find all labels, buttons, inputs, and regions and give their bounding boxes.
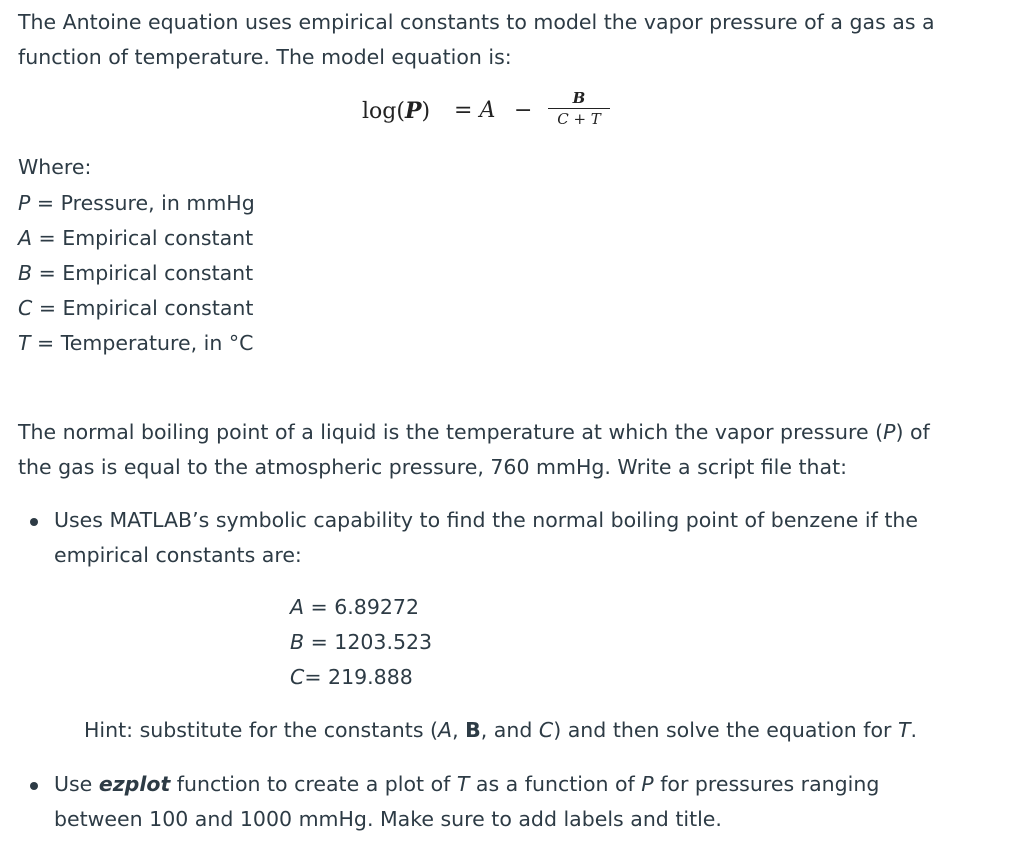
equation-fraction [548,90,610,127]
constant-a: A = 6.89272 [290,595,420,619]
ezplot-function: ezplot [98,772,171,796]
bullet-dot-2 [30,782,38,790]
hint-text: Hint: substitute for the constants (A, B, and C) and then solve the equation for T. [84,718,918,742]
fraction-numerator: B [572,89,586,107]
def-temperature: T = Temperature, in °C [18,331,254,355]
fraction-denominator: C + T [557,110,601,128]
bullet1-line-1: Uses MATLAB’s symbolic capability to find the normal boiling point of benzene if the [54,508,918,532]
intro-line-2: function of temperature. The model equation is: [18,45,512,69]
def-b: B = Empirical constant [18,261,254,285]
bullet1-line-2: empirical constants are: [54,543,302,567]
def-pressure: P = Pressure, in mmHg [18,191,255,215]
fraction-bar [548,108,610,109]
bullet2-line-1: Use ezplot function to create a plot of T as a function of P for pressures ranging [54,772,880,796]
def-c: C = Empirical constant [18,296,254,320]
intro-line-1: The Antoine equation uses empirical constants to model the vapor pressure of a gas as a [18,10,935,34]
equation-minus: − [514,98,533,123]
constant-b: B = 1203.523 [290,630,433,654]
boiling-line-1: The normal boiling point of a liquid is the temperature at which the vapor pressure (P) of [18,420,930,444]
bullet2-line-2: between 100 and 1000 mmHg. Make sure to add labels and title. [54,807,722,831]
constant-c: C= 219.888 [290,665,413,689]
equation-lhs: log(P) [362,98,431,124]
def-a: A = Empirical constant [18,226,254,250]
where-label: Where: [18,155,92,179]
equation-equals-a: = A [454,98,496,123]
boiling-line-2: the gas is equal to the atmospheric pressure, 760 mmHg. Write a script file that: [18,455,848,479]
bullet-dot-1 [30,518,38,526]
